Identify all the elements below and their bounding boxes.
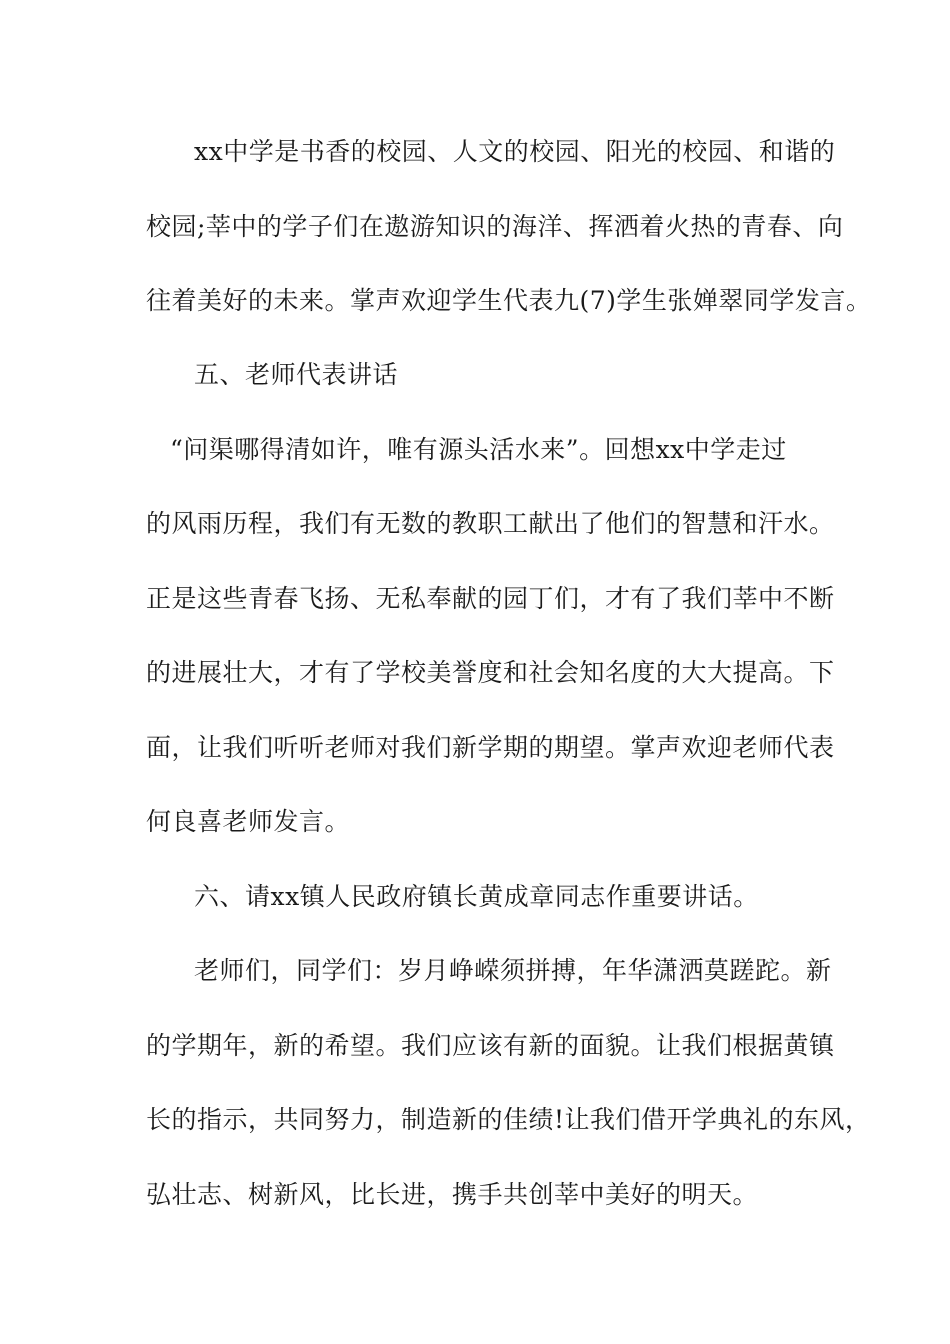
paragraph-line: 面，让我们听听老师对我们新学期的期望。掌声欢迎老师代表 [146,733,835,762]
paragraph-line: 的学期年，新的希望。我们应该有新的面貌。让我们根据黄镇 [146,1031,835,1060]
paragraph-line: “问渠哪得清如许，唯有源头活水来”。回想xx中学走过 [170,435,787,464]
paragraph-line: 的风雨历程，我们有无数的教职工献出了他们的智慧和汗水。 [146,509,835,538]
paragraph-line: 弘壮志、树新风，比长进，携手共创莘中美好的明天。 [146,1180,759,1209]
paragraph-line: xx中学是书香的校园、人文的校园、阳光的校园、和谐的 [194,137,836,166]
paragraph-line: 校园;莘中的学子们在遨游知识的海洋、挥洒着火热的青春、向 [146,212,844,241]
paragraph-line: 正是这些青春飞扬、无私奉献的园丁们，才有了我们莘中不断 [146,584,835,613]
section-heading: 五、老师代表讲话 [194,360,399,389]
paragraph-line: 何良喜老师发言。 [146,807,351,836]
paragraph-line: 长的指示，共同努力，制造新的佳绩!让我们借开学典礼的东风， [146,1105,871,1134]
paragraph-line: 的进展壮大，才有了学校美誉度和社会知名度的大大提高。下 [146,658,835,687]
paragraph-line: 往着美好的未来。掌声欢迎学生代表九(7)学生张婵翠同学发言。 [146,286,872,315]
section-heading: 六、请xx镇人民政府镇长黄成章同志作重要讲话。 [194,882,759,911]
paragraph-line: 老师们，同学们：岁月峥嵘须拼搏，年华潇洒莫蹉跎。新 [194,956,832,985]
